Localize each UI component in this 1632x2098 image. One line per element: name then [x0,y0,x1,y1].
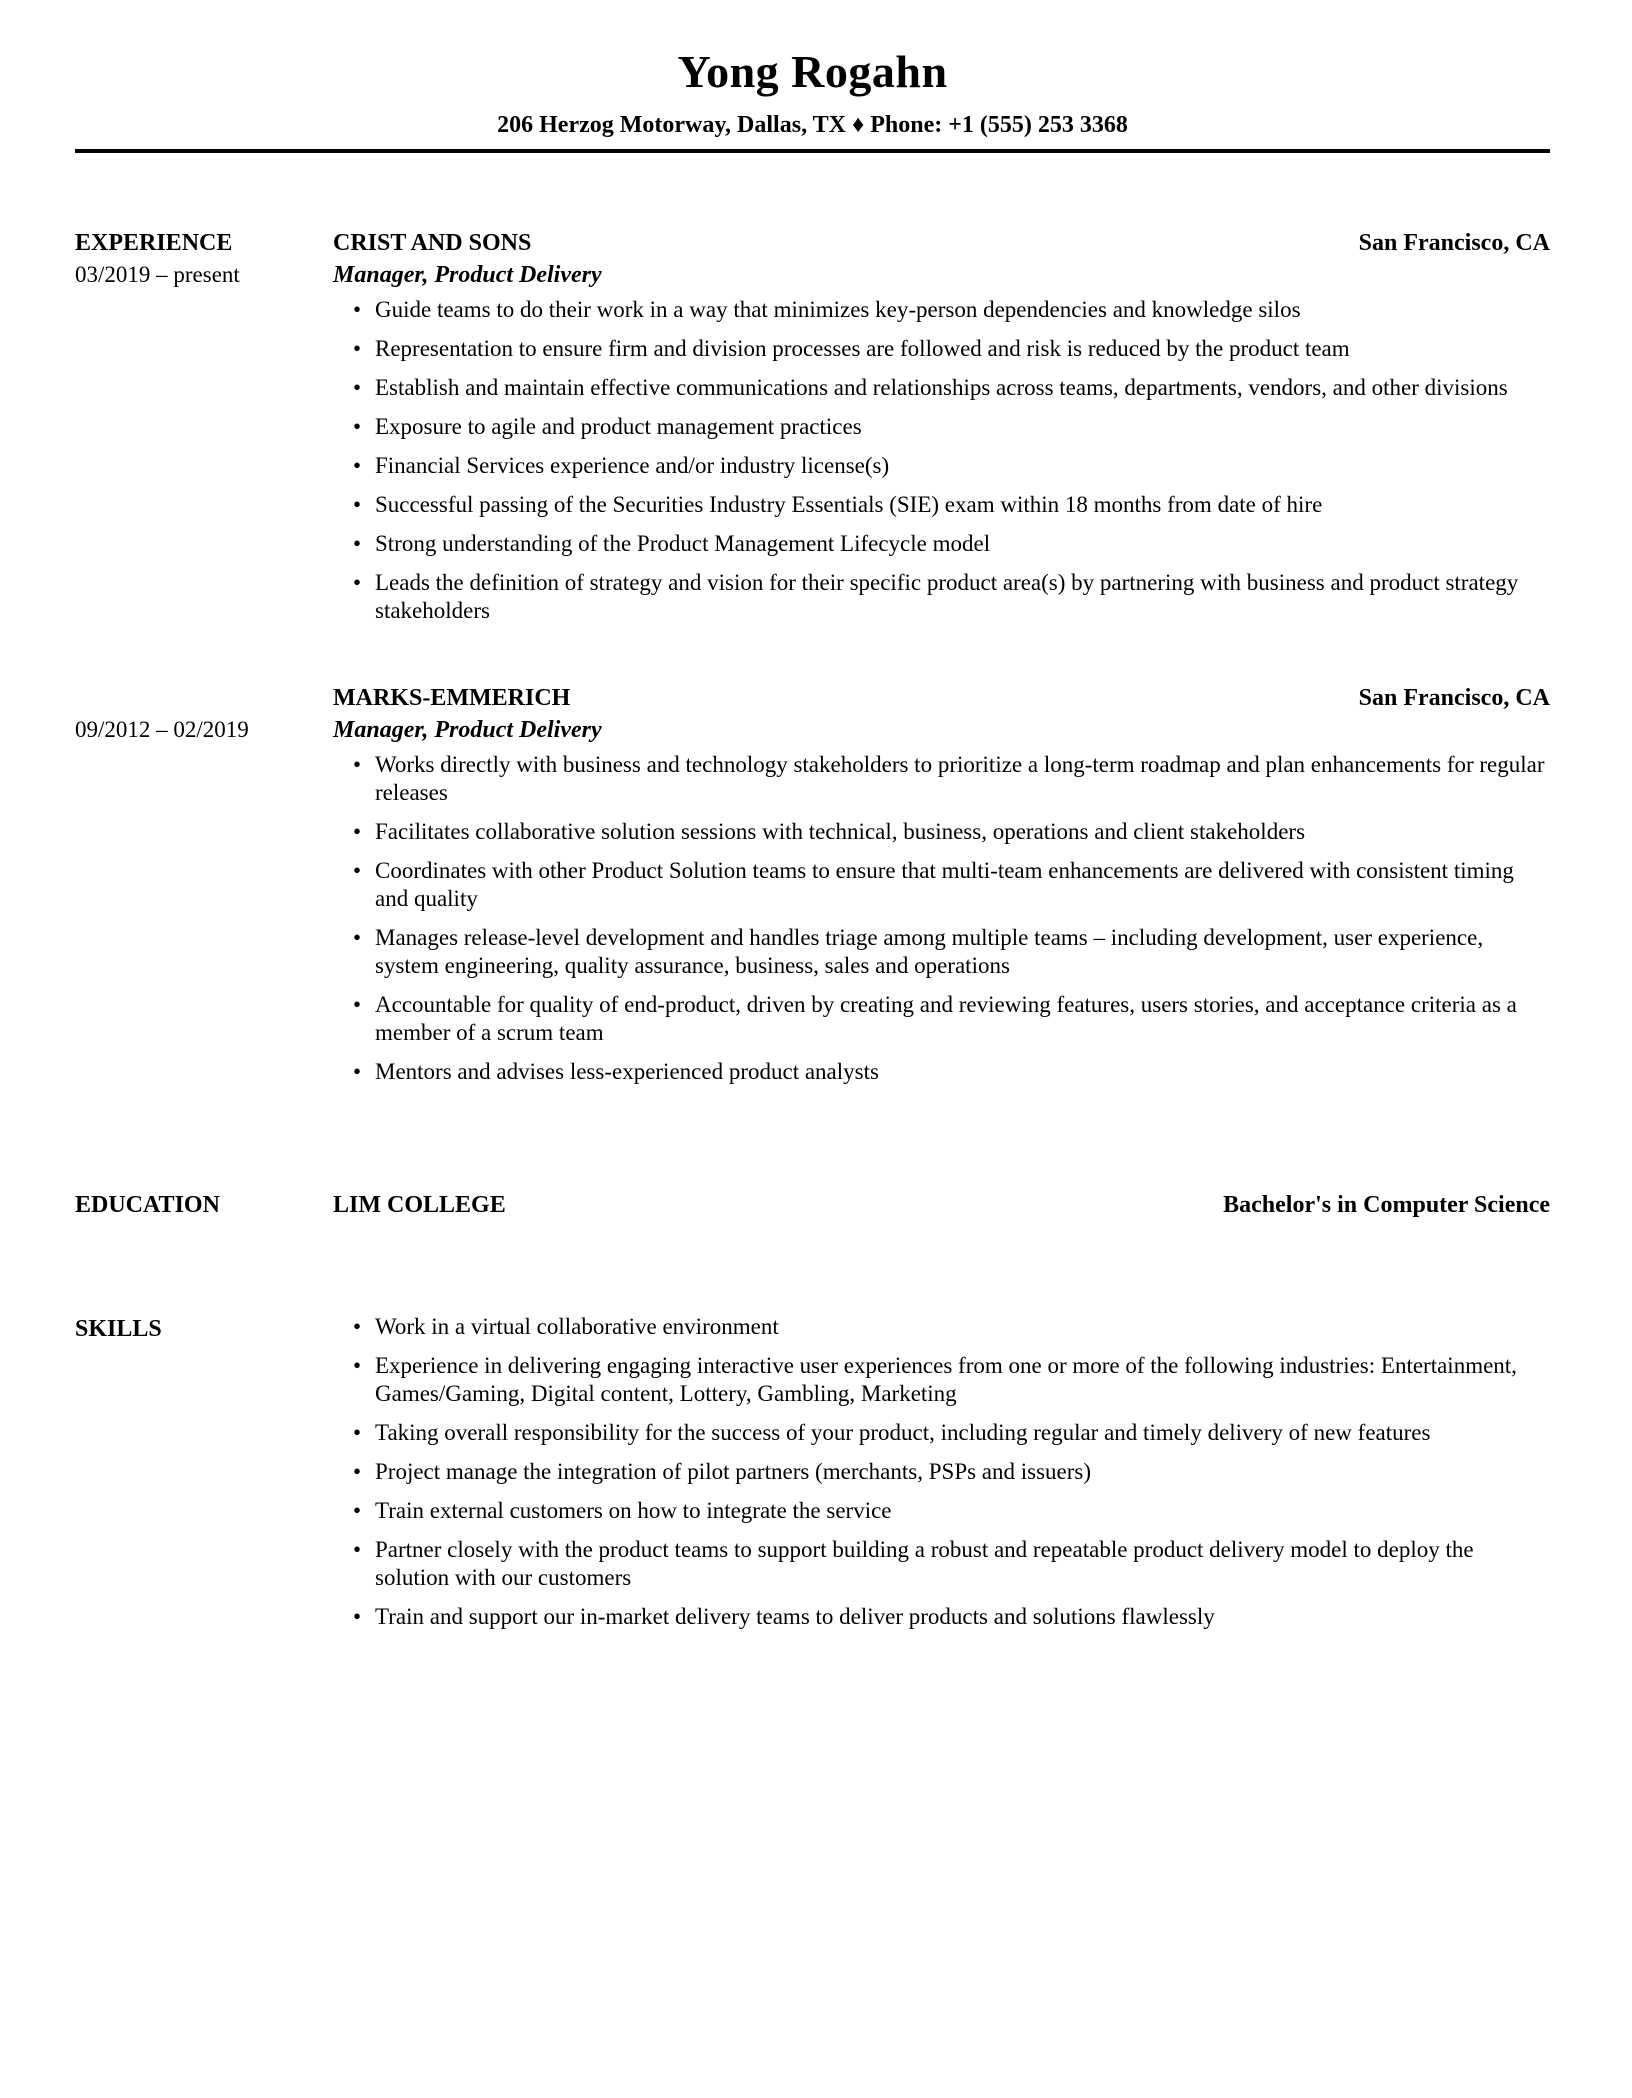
education-row [75,1189,1550,1221]
skills-content [333,1313,1550,1642]
job-1-company: CRIST AND SONS [333,230,532,256]
bullet-item: • Experience in delivering engaging interactive user experiences from one or more of the following industries: Entertainment, Games/Gaming, Digital content, Lottery, Gambling, Marketing [333,1352,1550,1408]
experience-job-1-row [75,227,1550,636]
bullet-item: • Representation to ensure firm and division processes are followed and risk is reduced by the product team [333,335,1550,363]
bullet-item: • Leads the definition of strategy and vision for their specific product area(s) by partnering with business and product strategy stakeholders [333,569,1550,625]
bullet-item: • Works directly with business and technology stakeholders to prioritize a long-term roadmap and plan enhancements for regular releases [333,751,1550,807]
bullet-item: • Train and support our in-market delivery teams to deliver products and solutions flawlessly [333,1603,1550,1631]
job-2-company: MARKS-EMMERICH [333,685,571,711]
education-content [333,1189,1550,1221]
job-2-title: Manager, Product Delivery [333,717,602,743]
job-1-bullet-list [333,296,1550,625]
job-1-title: Manager, Product Delivery [333,262,602,288]
bullet-item: • Coordinates with other Product Solution teams to ensure that multi-team enhancements are delivered with consistent timing and quality [333,857,1550,913]
bullet-item: • Taking overall responsibility for the success of your product, including regular and timely delivery of new features [333,1419,1550,1447]
degree-name: Bachelor's in Computer Science [1223,1192,1550,1218]
section-label-experience: EXPERIENCE [75,230,233,256]
bullet-item: • Exposure to agile and product management practices [333,413,1550,441]
job-1-dates: 03/2019 – present [75,262,240,287]
bullet-item: • Partner closely with the product teams to support building a robust and repeatable product delivery model to deploy the solution with our customers [333,1536,1550,1592]
bullet-item: • Accountable for quality of end-product, driven by creating and reviewing features, users stories, and acceptance criteria as a member of a scrum team [333,991,1550,1047]
section-label-education: EDUCATION [75,1192,220,1218]
experience-job-2-row [75,682,1550,1097]
job-1-location: San Francisco, CA [1358,230,1550,256]
school-name: LIM COLLEGE [333,1192,506,1218]
job-2-heading [333,682,1550,714]
job-2-left-column [75,682,333,746]
experience-left-column [75,227,333,291]
bullet-item: • Successful passing of the Securities Industry Essentials (SIE) exam within 18 months from date of hire [333,491,1550,519]
job-1-heading [333,227,1550,259]
job-2-bullet-list [333,751,1550,1086]
bullet-item: • Train external customers on how to integrate the service [333,1497,1550,1525]
job-2-content [333,682,1550,1097]
bullet-item: • Mentors and advises less-experienced product analysts [333,1058,1550,1086]
education-left-column [75,1189,333,1221]
job-1-content [333,227,1550,636]
bullet-item: • Strong understanding of the Product Management Lifecycle model [333,530,1550,558]
person-name: Yong Rogahn [677,46,948,97]
bullet-item: • Guide teams to do their work in a way that minimizes key-person dependencies and knowledge silos [333,296,1550,324]
bullet-item: • Work in a virtual collaborative environment [333,1313,1550,1341]
header-divider [75,149,1550,153]
skills-bullet-list [333,1313,1550,1631]
bullet-item: • Financial Services experience and/or industry license(s) [333,452,1550,480]
bullet-item: • Facilitates collaborative solution sessions with technical, business, operations and client stakeholders [333,818,1550,846]
skills-row [75,1313,1550,1642]
contact-line: 206 Herzog Motorway, Dallas, TX ♦ Phone: +1 (555) 253 3368 [497,112,1128,138]
bullet-item: • Manages release-level development and handles triage among multiple teams – including development, user experience, system engineering, quality assurance, business, sales and operations [333,924,1550,980]
job-2-dates: 09/2012 – 02/2019 [75,717,249,742]
section-label-skills: SKILLS [75,1316,162,1342]
job-2-location: San Francisco, CA [1358,685,1550,711]
bullet-item: • Establish and maintain effective communications and relationships across teams, departments, vendors, and other divisions [333,374,1550,402]
skills-left-column [75,1313,333,1345]
bullet-item: • Project manage the integration of pilot partners (merchants, PSPs and issuers) [333,1458,1550,1486]
